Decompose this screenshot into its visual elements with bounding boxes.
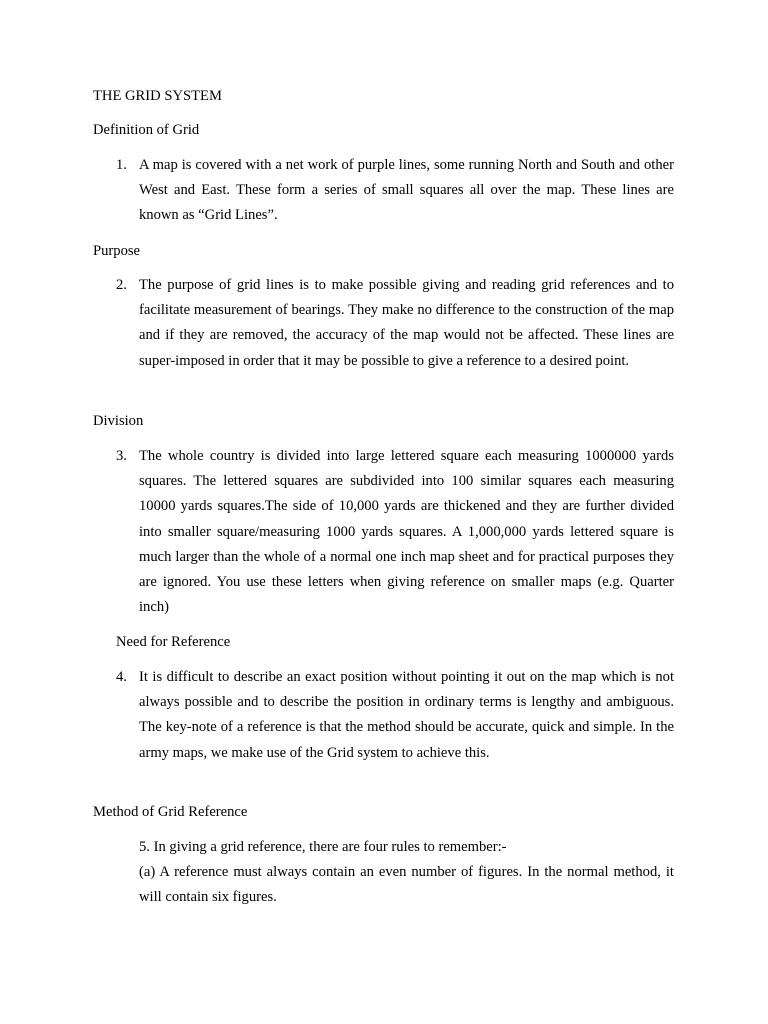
paragraph-3: The whole country is divided into large lettered square each measuring 1000000 yards squares. The lettered squares are subdivided into 100 similar squares each measuring 10000 yards squares.The side of 10,000 yards are thickened and they are further divided into smaller square/measuring 1000 yards squares. A 1,000,000 yards lettered square is much larger than the whole of a normal one inch map sheet and for practical purposes they are ignored. You use these letters when giving reference on smaller maps (e.g. Quarter inch) [139,448,674,616]
section-heading-definition: Definition of Grid [93,122,200,138]
document-title: THE GRID SYSTEM [93,88,222,104]
item-number-4: 4. [116,669,127,685]
paragraph-4: It is difficult to describe an exact position without pointing it out on the map which is not always possible and to describe the position in ordinary terms is lengthy and ambiguous. The key-note of a reference is that the method should be accurate, quick and simple. In the army maps, we make use of the Grid system to achieve this. [139,669,674,761]
item-number-2: 2. [116,277,127,293]
section-heading-division: Division [93,413,144,429]
item-number-3: 3. [116,448,127,464]
section-heading-need-for-reference: Need for Reference [116,634,231,650]
section-heading-purpose: Purpose [93,243,141,259]
paragraph-5-intro: 5. In giving a grid reference, there are four rules to remember:- [139,839,507,855]
paragraph-2: The purpose of grid lines is to make possible giving and reading grid references and to facilitate measurement of bearings. They make no difference to the construction of the map and if they are removed, the accuracy of the map would not be affected. These lines are super-imposed in order that it may be possible to give a reference to a desired point. [139,277,674,369]
section-heading-method: Method of Grid Reference [93,804,248,820]
paragraph-1: A map is covered with a net work of purple lines, some running North and South and other West and East. These form a series of small squares all over the map. These lines are known as “Grid Lines”. [139,157,674,224]
paragraph-5a: (a) A reference must always contain an even number of figures. In the normal method, it will contain six figures. [139,864,674,906]
item-number-1: 1. [116,157,127,173]
